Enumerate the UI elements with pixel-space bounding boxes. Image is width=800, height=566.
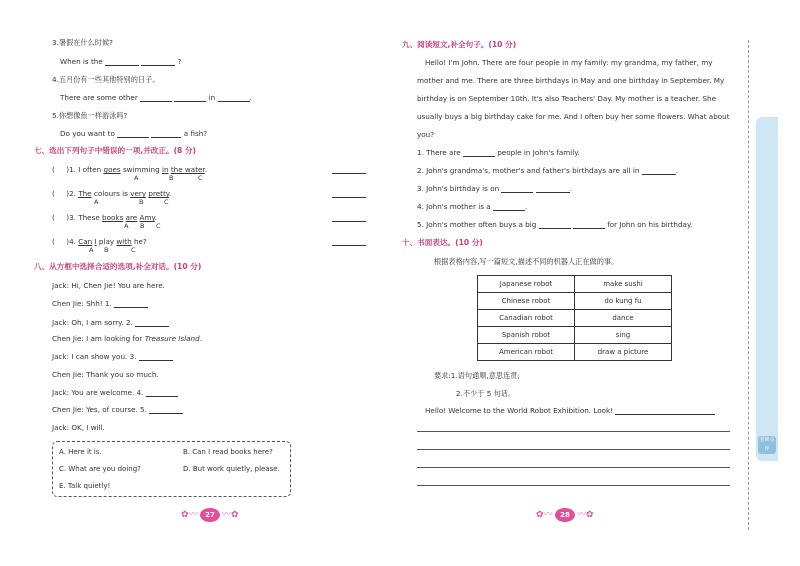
dialog-line-5: Jack: I can show you. 3. (52, 352, 173, 361)
sidebar-strip (756, 117, 778, 461)
s7-item-2: ( )2. The colours is very pretty. (52, 189, 172, 198)
option-d: D. But work quietly, please. (183, 465, 280, 473)
blank[interactable] (149, 406, 183, 414)
section8-title: 八、从方框中选择合适的选项,补全对话。(10 分) (34, 262, 202, 271)
label-c: C (156, 222, 161, 230)
action-cell: sing (575, 327, 672, 344)
blank[interactable] (501, 185, 533, 193)
q5-sentence: Do you want to a fish? (60, 129, 208, 138)
section10-instruction: 根据表格内容,写一篇短文,描述不同的机器人正在做的事。 (434, 257, 619, 266)
passage-line: birthday is on September 10th. It's also Teachers' Day. My mother is a teacher. She (417, 94, 717, 103)
table-row (478, 344, 672, 361)
label-b: B (169, 174, 174, 182)
option-b: B. Can I read books here? (183, 448, 273, 456)
blank[interactable] (493, 203, 525, 211)
passage-line: usually buys a big birthday cake for me. And I often buy her some flowers. What about (417, 112, 730, 121)
label-c: C (131, 246, 136, 254)
dialog-line-9: Jack: OK, I will. (52, 423, 105, 432)
dialog-line-7: Jack: You are welcome. 4. (52, 388, 178, 397)
requirement-1: 要求:1.语句通顺,意思连贯; (434, 371, 520, 380)
blank[interactable] (463, 149, 495, 157)
writing-start: Hello! Welcome to the World Robot Exhibition. Look! (425, 406, 715, 415)
blank[interactable] (105, 58, 139, 66)
flourish-icon: ✿〰 (536, 510, 553, 520)
q4-sentence: There are some other in . (60, 93, 252, 102)
correction-line[interactable] (332, 173, 366, 174)
blank[interactable] (117, 130, 149, 138)
flourish-icon: 〰✿ (222, 510, 239, 520)
robot-cell: Spanish robot (478, 327, 575, 344)
passage-line: Hello! I'm John. There are four people in my family: my grandma, my father, my (425, 58, 713, 67)
writing-line[interactable] (417, 467, 730, 468)
s9-q3: 3. John's birthday is on . (417, 184, 573, 193)
blank[interactable] (114, 300, 148, 308)
passage-line: you? (417, 130, 435, 139)
q3-prompt: 3.暑假在什么时候? (52, 38, 113, 47)
s7-item-1: ( )1. I often goes swimming in the water. (52, 165, 208, 174)
table-row (478, 293, 672, 310)
s7-item-3: ( )3. These books are Amy. (52, 213, 157, 222)
correction-line[interactable] (332, 221, 366, 222)
writing-line[interactable] (417, 485, 730, 486)
section9-title: 九、阅读短文,补全句子。(10 分) (402, 40, 517, 49)
blank[interactable] (139, 353, 173, 361)
robot-cell: Chinese robot (478, 293, 575, 310)
writing-line[interactable] (417, 449, 730, 450)
dialog-line-3: Jack: Oh, I am sorry. 2. (52, 318, 169, 327)
label-a: A (89, 246, 94, 254)
q5-prompt: 5.你想像鱼一样游泳吗? (52, 111, 128, 120)
correction-line[interactable] (332, 245, 366, 246)
blank[interactable] (174, 94, 206, 102)
table-row (478, 327, 672, 344)
passage-line: mother and me. There are three birthdays in May and one birthday in September. My (417, 76, 725, 85)
dialog-line-4: Chen Jie: I am looking for Treasure Island. (52, 334, 202, 343)
section7-title: 七、选出下列句子中错误的一项,并改正。(8 分) (34, 146, 197, 155)
robot-cell: Canadian robot (478, 310, 575, 327)
blank[interactable] (218, 94, 250, 102)
label-c: C (164, 198, 169, 206)
blank[interactable] (135, 319, 169, 327)
blank[interactable] (151, 130, 181, 138)
table-row (478, 310, 672, 327)
blank[interactable] (536, 185, 570, 193)
option-c: C. What are you doing? (59, 465, 141, 473)
robot-table (477, 275, 672, 361)
dialog-line-8: Chen Jie: Yes, of course. 5. (52, 405, 183, 414)
action-cell: draw a picture (575, 344, 672, 361)
action-cell: do kung fu (575, 293, 672, 310)
label-a: A (134, 174, 139, 182)
s7-item-4: ( )4. Can I play with he? (52, 237, 147, 246)
label-c: C (198, 174, 203, 182)
option-e: E. Talk quietly! (59, 482, 111, 490)
requirement-2: 2.不少于 5 句话。 (456, 389, 516, 398)
dialog-line-2: Chen Jie: Shh! 1. (52, 299, 148, 308)
label-b: B (140, 222, 145, 230)
robot-cell: American robot (478, 344, 575, 361)
table-row (478, 276, 672, 293)
flourish-icon: 〰✿ (577, 510, 594, 520)
blank[interactable] (140, 94, 172, 102)
label-b: B (139, 198, 144, 206)
blank[interactable] (539, 221, 571, 229)
s9-q1: 1. There are people in John's family. (417, 148, 580, 157)
dialog-line-6: Chen Jie: Thank you so much. (52, 370, 159, 379)
flourish-icon: ✿〰 (181, 510, 198, 520)
option-a: A. Here it is. (59, 448, 102, 456)
correction-line[interactable] (332, 197, 366, 198)
s9-q2: 2. John's grandma's, mother's and father's birthdays are all in . (417, 166, 679, 175)
label-b: B (104, 246, 109, 254)
options-box (52, 441, 291, 497)
page-number: 27 (200, 508, 220, 522)
writing-line[interactable] (615, 407, 715, 415)
label-a: A (94, 198, 99, 206)
s9-q4: 4. John's mother is a . (417, 202, 528, 211)
q4-prompt: 4.五月份有一些其他特别的日子。 (52, 75, 160, 84)
page-number: 28 (555, 508, 575, 522)
label-a: A (124, 222, 129, 230)
writing-line[interactable] (417, 431, 730, 432)
binding-gutter (748, 40, 749, 530)
action-cell: make sushi (575, 276, 672, 293)
s9-q5: 5. John's mother often buys a big for John on his birthday. (417, 220, 693, 229)
q3-sentence: When is the ? (60, 57, 182, 66)
blank[interactable] (141, 58, 175, 66)
teacher-comment-tag: 老师点评 (759, 437, 775, 452)
dialog-line-1: Jack: Hi, Chen Jie! You are here. (52, 281, 165, 290)
section10-title: 十、书面表达。(10 分) (402, 238, 483, 247)
blank[interactable] (573, 221, 605, 229)
robot-cell: Japanese robot (478, 276, 575, 293)
blank[interactable] (642, 167, 676, 175)
action-cell: dance (575, 310, 672, 327)
blank[interactable] (146, 389, 178, 397)
